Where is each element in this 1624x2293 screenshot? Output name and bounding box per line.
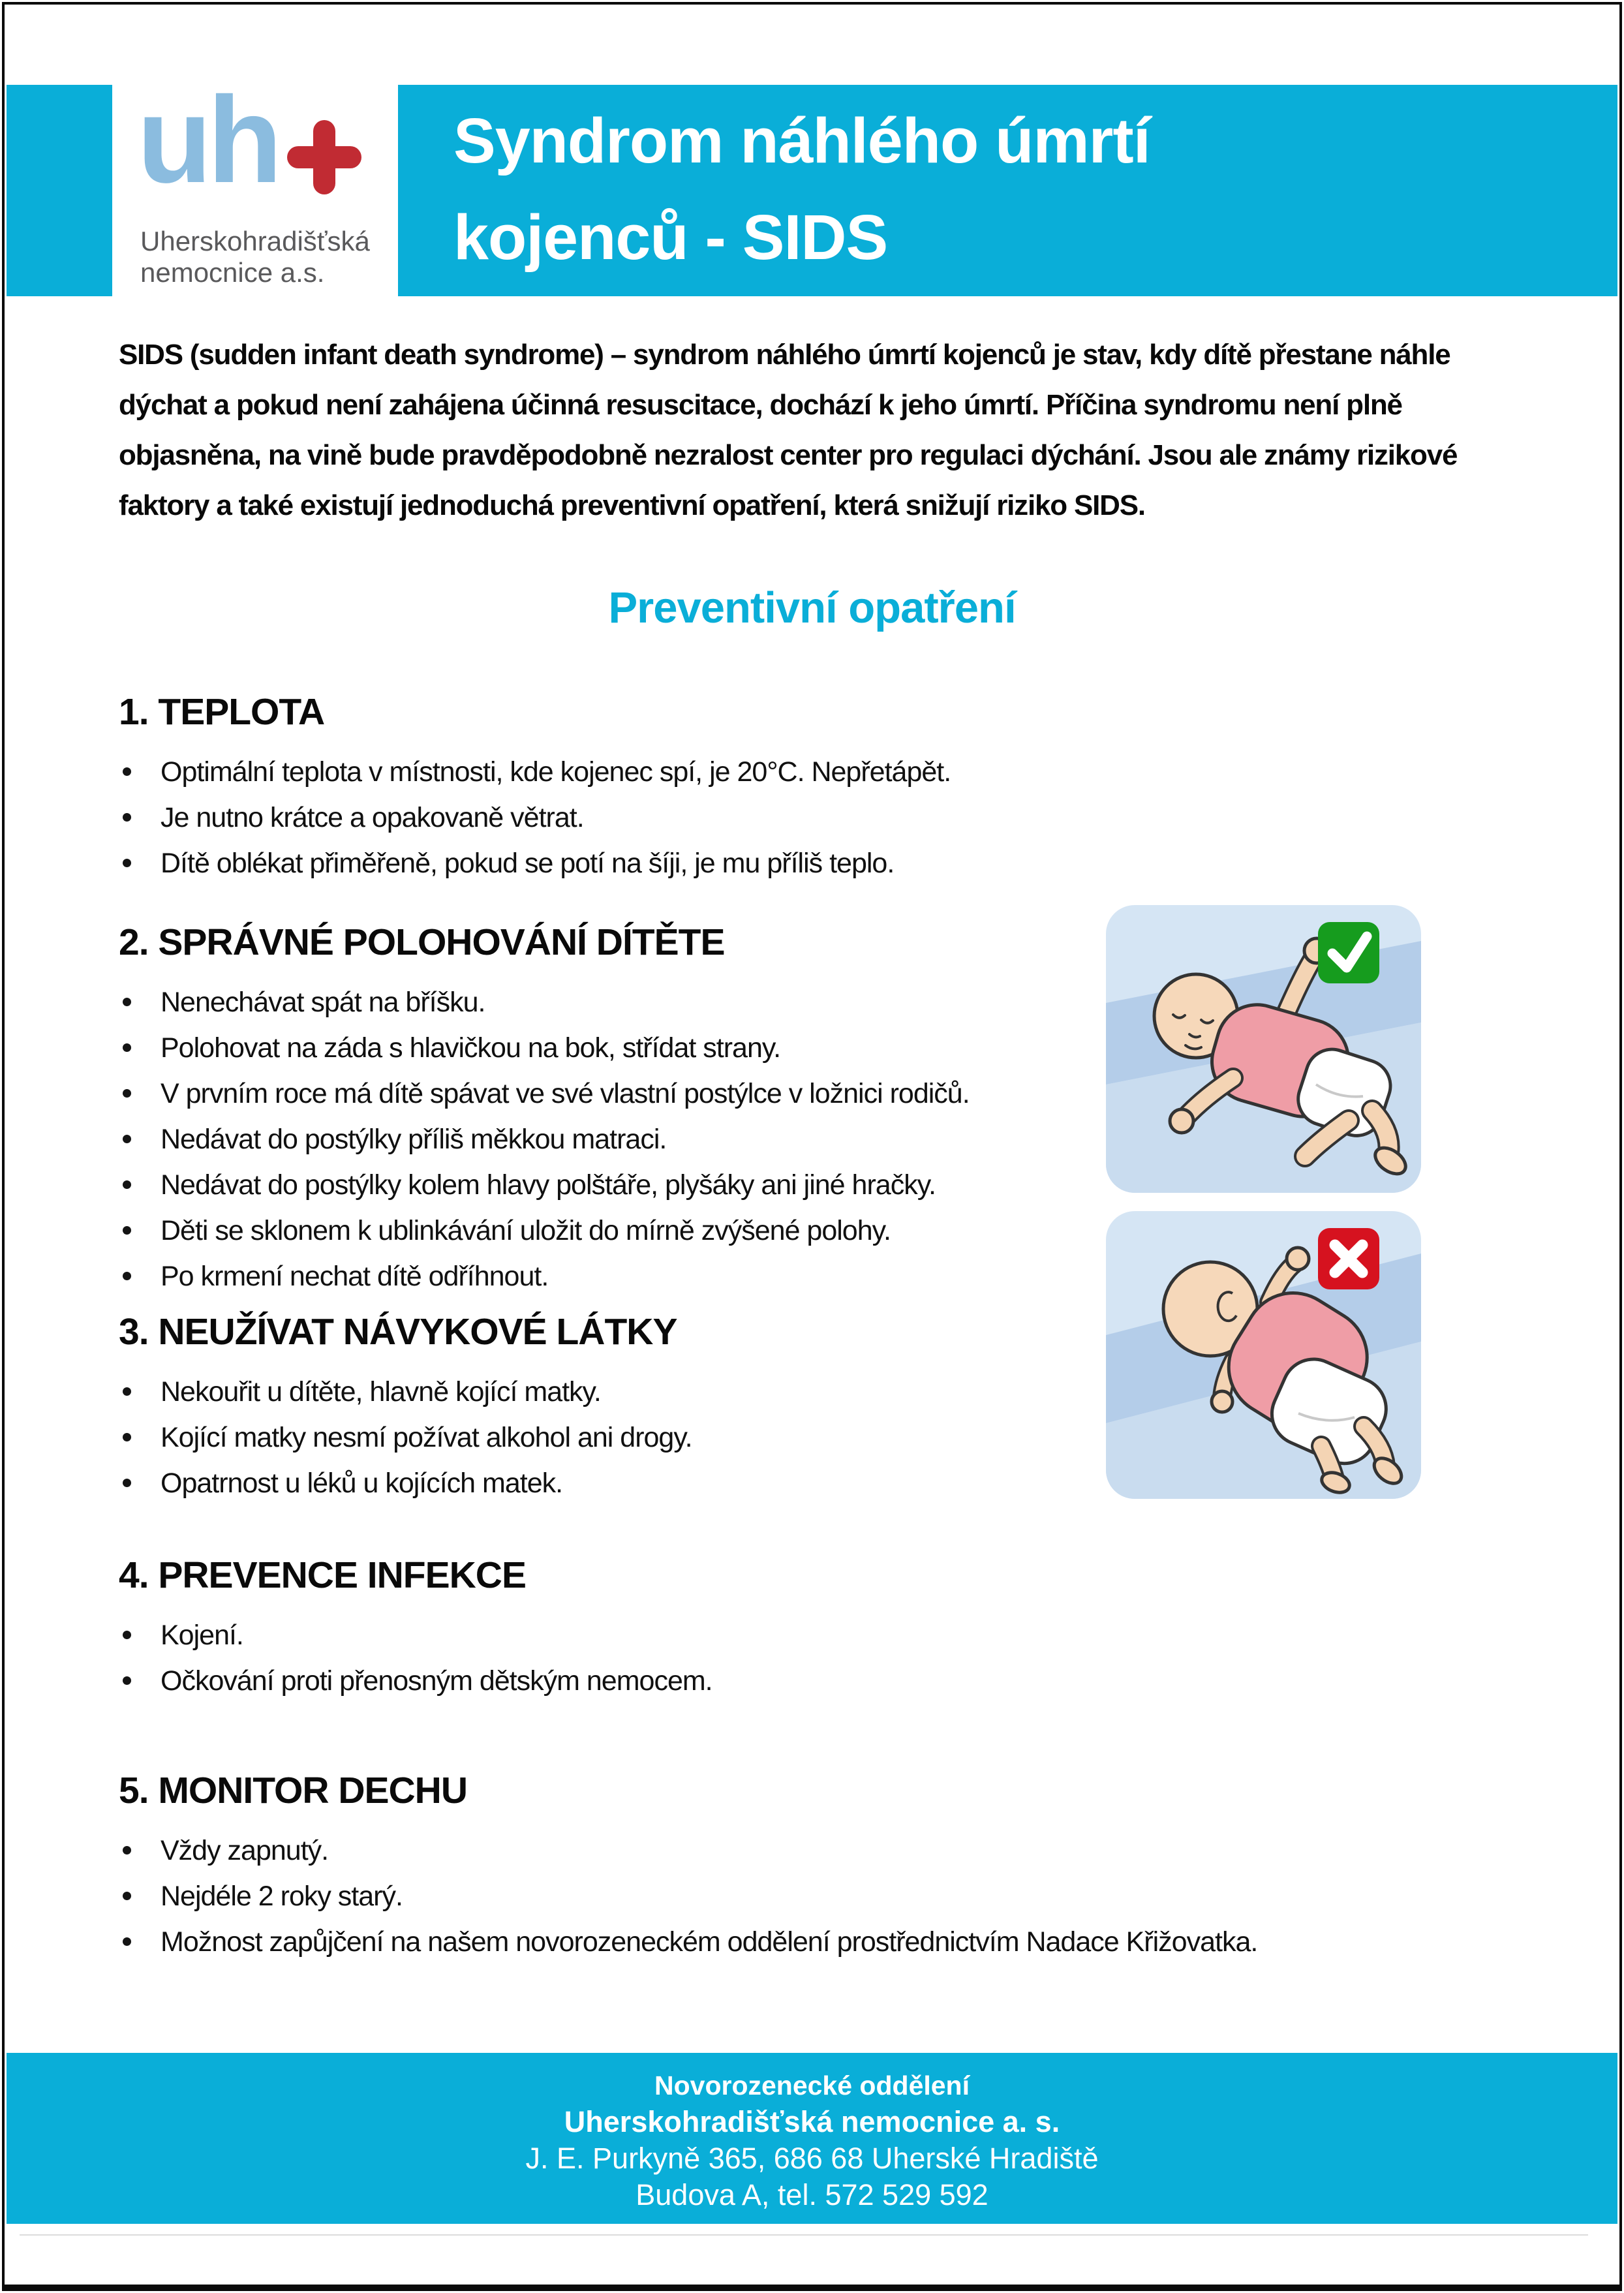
bullet-list (119, 1612, 1546, 1704)
bullet-text: Nenechávat spát na bříšku. (161, 987, 485, 1018)
x-icon (1318, 1228, 1379, 1289)
bullet-dot (123, 1479, 131, 1487)
divider-line (20, 2234, 1588, 2236)
bullet-dot (123, 1089, 131, 1098)
list-item (119, 1658, 1546, 1704)
section-heading: 3. NEUŽÍVAT NÁVYKOVÉ LÁTKY (119, 1311, 677, 1353)
plus-cross-icon (284, 117, 364, 197)
page-title-line1: Syndrom náhlého úmrtí (453, 105, 1150, 176)
bullet-dot (123, 1226, 131, 1235)
check-icon (1318, 922, 1379, 983)
list-item (119, 795, 1546, 840)
footer-building-phone: Budova A, tel. 572 529 592 (636, 2178, 988, 2211)
bullet-text: Nejdéle 2 roky starý. (161, 1881, 403, 1912)
bullet-text: Dítě oblékat přiměřeně, pokud se potí na šíji, je mu příliš teplo. (161, 848, 895, 879)
list-item (119, 1873, 1546, 1919)
list-item (119, 749, 1546, 795)
list-item (119, 1828, 1546, 1873)
list-item (119, 1919, 1546, 1965)
bullet-list (119, 749, 1546, 886)
bullet-text: Po krmení nechat dítě odříhnout. (161, 1261, 549, 1292)
bullet-text: Vždy zapnutý. (161, 1835, 329, 1866)
baby-on-tummy-illustration (1106, 1211, 1421, 1499)
section-teplota (119, 692, 1546, 886)
bullet-text: Nekouřit u dítěte, hlavně kojící matky. (161, 1376, 601, 1408)
bullet-dot (123, 813, 131, 822)
bullet-dot (123, 859, 131, 867)
bullet-text: Je nutno krátce a opakovaně větrat. (161, 802, 584, 833)
bullet-text: Očkování proti přenosným dětským nemocem. (161, 1665, 712, 1697)
figure-baby-on-tummy-incorrect (1106, 1211, 1421, 1499)
baby-on-back-illustration (1106, 905, 1421, 1193)
page-title-line2: kojenců - SIDS (453, 202, 888, 273)
bullet-text: Optimální teplota v místnosti, kde kojenec spí, je 20°C. Nepřetápět. (161, 756, 951, 788)
bullet-dot (123, 1676, 131, 1685)
bullet-text: Opatrnost u léků u kojících matek. (161, 1468, 563, 1499)
footer-department: Novorozenecké oddělení (654, 2070, 970, 2101)
hospital-name (140, 226, 370, 288)
bullet-dot (123, 1272, 131, 1280)
bullet-text: Kojení. (161, 1620, 243, 1651)
section-heading: 5. MONITOR DECHU (119, 1770, 467, 1811)
bullet-text: Nedávat do postýlky kolem hlavy polštáře, plyšáky ani jiné hračky. (161, 1169, 936, 1201)
main-heading: Preventivní opatření (608, 583, 1016, 632)
bullet-dot (123, 1433, 131, 1441)
bullet-text: Polohovat na záda s hlavičkou na bok, střídat strany. (161, 1032, 781, 1064)
section-monitor-dechu (119, 1770, 1546, 1965)
bullet-dot (123, 998, 131, 1006)
page-title (453, 93, 1150, 286)
figure-baby-on-back-correct (1106, 905, 1421, 1193)
bullet-text: Kojící matky nesmí požívat alkohol ani drogy. (161, 1422, 692, 1453)
bullet-dot (123, 1631, 131, 1639)
footer-band (7, 2053, 1617, 2224)
bullet-dot (123, 1937, 131, 1946)
bullet-text: Nedávat do postýlky příliš měkkou matraci. (161, 1124, 667, 1155)
bullet-text: Možnost zapůjčení na našem novorozeneckém oddělení prostřednictvím Nadace Křižovatka. (161, 1926, 1258, 1958)
intro-paragraph: SIDS (sudden infant death syndrome) – syndrom náhlého úmrtí kojenců je stav, kdy dítě přestane náhle dýchat a pokud není zahájena účinná resuscitace, dochází k jeho úmrtí. Příčina syndromu není plně objasněna, na vině bude pravděpodobně nezralost center pro regulaci dýchání. Jsou ale známy rizikové faktory a také existují jednoduchá preventivní opatření, která snižují riziko SIDS. (119, 339, 1458, 521)
bullet-dot (123, 1043, 131, 1052)
section-heading: 2. SPRÁVNÉ POLOHOVÁNÍ DÍTĚTE (119, 921, 725, 963)
section-heading: 1. TEPLOTA (119, 691, 325, 733)
bullet-dot (123, 1846, 131, 1854)
bullet-dot (123, 1135, 131, 1143)
footer-address: J. E. Purkyně 365, 686 68 Uherské Hradiště (525, 2142, 1099, 2175)
bullet-dot (123, 1180, 131, 1189)
bullet-dot (123, 1892, 131, 1900)
footer-hospital: Uherskohradišťská nemocnice a. s. (564, 2105, 1060, 2138)
bullet-text: Děti se sklonem k ublinkávání uložit do mírně zvýšené polohy. (161, 1215, 891, 1246)
header-band (7, 71, 1617, 296)
list-item (119, 840, 1546, 886)
hospital-name-line1: Uherskohradišťská (140, 226, 370, 256)
bullet-list (119, 1828, 1546, 1965)
section-prevence-infekce (119, 1555, 1546, 1704)
list-item (119, 1612, 1546, 1658)
bullet-dot (123, 767, 131, 776)
hospital-name-line2: nemocnice a.s. (140, 257, 325, 288)
hospital-logo (112, 71, 398, 296)
logo-row (137, 71, 364, 208)
bullet-text: V prvním roce má dítě spávat ve své vlastní postýlce v ložnici rodičů. (161, 1078, 970, 1109)
logo-uh-text: uh (137, 71, 278, 208)
bullet-dot (123, 1387, 131, 1396)
section-heading: 4. PREVENCE INFEKCE (119, 1554, 526, 1596)
